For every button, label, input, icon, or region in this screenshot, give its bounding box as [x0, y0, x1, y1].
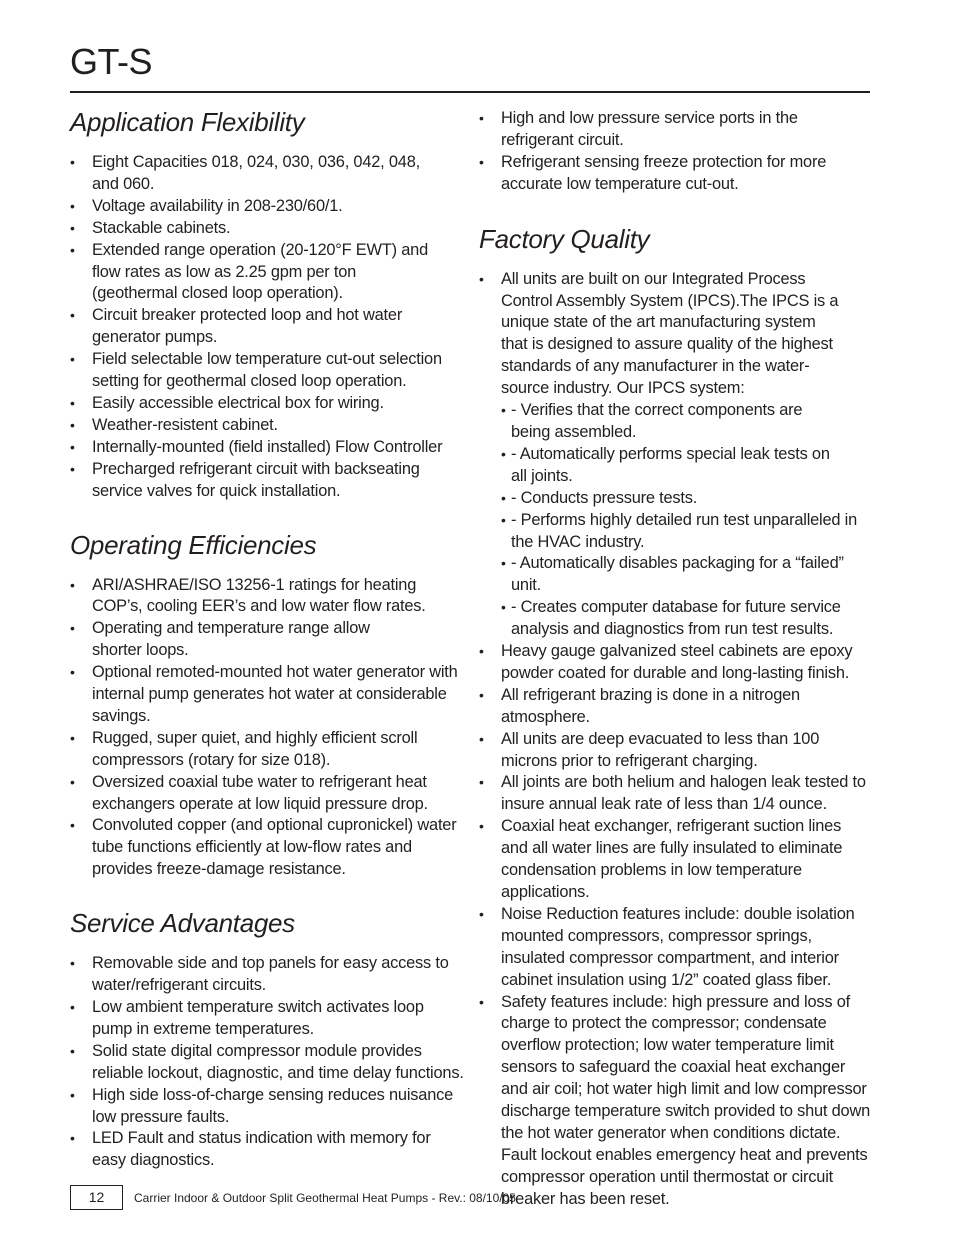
- list-item: • Internally-mounted (field installed) Flow Controller: [70, 437, 465, 459]
- list-item: • All units are deep evacuated to less than 100 microns prior to refrigerant charging.: [479, 729, 846, 773]
- list-item: • Operating and temperature range allow shorter loops.: [70, 618, 392, 662]
- list-item: • Removable side and top panels for easy access to water/refrigerant circuits.: [70, 953, 465, 997]
- list-item: • Solid state digital compressor module provides reliable lockout, diagnostic, and time delay functions.: [70, 1041, 465, 1085]
- list-item: • Convoluted copper (and optional cupronickel) water tube functions efficiently at low-flow rates and provides freeze-damage resistance.: [70, 815, 472, 881]
- ipcs-description: • All units are built on our Integrated Process Control Assembly System (IPCS).The IPCS is a unique state of the art manufacturing system that is designed to assure quality of the highest standards of any manufacturer in the water-source industry. Our IPCS system:: [501, 269, 839, 398]
- list-item: • Weather-resistent cabinet.: [70, 415, 465, 437]
- operating-efficiencies-list: [70, 575, 465, 882]
- list-item: • ARI/ASHRAE/ISO 13256-1 ratings for heating COP’s, cooling EER’s and low water flow rates.: [70, 575, 465, 619]
- heading-factory-quality: Factory Quality: [479, 223, 650, 254]
- list-item: • LED Fault and status indication with memory for easy diagnostics.: [70, 1128, 465, 1172]
- list-item: • Easily accessible electrical box for wiring.: [70, 393, 465, 415]
- heading-service-advantages: Service Advantages: [70, 908, 295, 939]
- sub-list-item: • - Automatically disables packaging for a “failed” unit.: [501, 553, 874, 597]
- sub-list-item: • - Conducts pressure tests.: [501, 488, 874, 510]
- list-item: • Circuit breaker protected loop and hot water generator pumps.: [70, 305, 462, 349]
- title-divider: [70, 91, 870, 93]
- list-item: • All refrigerant brazing is done in a nitrogen atmosphere.: [479, 685, 836, 729]
- list-item: • Safety features include: high pressure and loss of charge to protect the compressor; condensate overflow protection; low water temperature limit sensors to safeguard the coaxial heat exchanger and air coil; hot water high limit and low compressor discharge temperature switch provided to shut down the hot water generator when conditions dictate. Fault lockout enables emergency heat and prevents compressor operation until thermostat or circuit breaker has been reset.: [479, 992, 874, 1211]
- list-item: • Precharged refrigerant circuit with backseating service valves for quick installation.: [70, 459, 465, 503]
- list-item: • Refrigerant sensing freeze protection for more accurate low temperature cut-out.: [479, 152, 874, 196]
- list-item: • Stackable cabinets.: [70, 218, 465, 240]
- page-number: 12: [70, 1185, 123, 1210]
- list-item: • Extended range operation (20-120°F EWT) and flow rates as low as 2.25 gpm per ton (geothermal closed loop operation).: [70, 240, 437, 306]
- application-flexibility-list: [70, 152, 465, 503]
- service-advantages-continued-list: [479, 108, 874, 196]
- list-item: • High side loss-of-charge sensing reduces nuisance low pressure faults.: [70, 1085, 465, 1129]
- right-column: [479, 100, 874, 1211]
- sub-list-item: • - Creates computer database for future service analysis and diagnostics from run test results.: [501, 597, 861, 641]
- left-column: [70, 100, 465, 1172]
- heading-operating-efficiencies: Operating Efficiencies: [70, 529, 317, 560]
- list-item: • Coaxial heat exchanger, refrigerant suction lines and all water lines are fully insulated to eliminate condensation problems in low temperature applications.: [479, 816, 871, 904]
- service-advantages-list: [70, 953, 465, 1172]
- sub-list-item: • - Performs highly detailed run test unparalleled in the HVAC industry.: [501, 510, 866, 554]
- list-item: • Rugged, super quiet, and highly efficient scroll compressors (rotary for size 018).: [70, 728, 462, 772]
- heading-application-flexibility: Application Flexibility: [70, 107, 305, 137]
- sub-list-item: • - Automatically performs special leak tests on all joints.: [501, 444, 846, 488]
- ipcs-sublist: [501, 400, 874, 641]
- factory-quality-list: [479, 269, 874, 1211]
- list-item: • Noise Reduction features include: double isolation mounted compressors, compressor springs, insulated compressor compartment, and interior cabinet insulation using 1/2” coated glass fiber.: [479, 904, 874, 992]
- list-item: • All joints are both helium and halogen leak tested to insure annual leak rate of less than 1/4 ounce.: [479, 772, 874, 816]
- list-item: • Optional remoted-mounted hot water generator with internal pump generates hot water at considerable savings.: [70, 662, 467, 728]
- list-item: • Voltage availability in 208-230/60/1.: [70, 196, 465, 218]
- list-item: • Oversized coaxial tube water to refrigerant heat exchangers operate at low liquid pressure drop.: [70, 772, 465, 816]
- list-item: • Low ambient temperature switch activates loop pump in extreme temperatures.: [70, 997, 465, 1041]
- list-item: • High and low pressure service ports in the refrigerant circuit.: [479, 108, 851, 152]
- list-item: • Eight Capacities 018, 024, 030, 036, 042, 048, and 060.: [70, 152, 432, 196]
- page-title: GT-S: [70, 41, 153, 82]
- footer-text: Carrier Indoor & Outdoor Split Geothermal Heat Pumps - Rev.: 08/10/05: [134, 1191, 516, 1205]
- list-item: • Field selectable low temperature cut-out selection setting for geothermal closed loop operation.: [70, 349, 465, 393]
- list-item: [479, 269, 874, 641]
- sub-list-item: • - Verifies that the correct components are being assembled.: [501, 400, 831, 444]
- list-item: • Heavy gauge galvanized steel cabinets are epoxy powder coated for durable and long-lasting finish.: [479, 641, 874, 685]
